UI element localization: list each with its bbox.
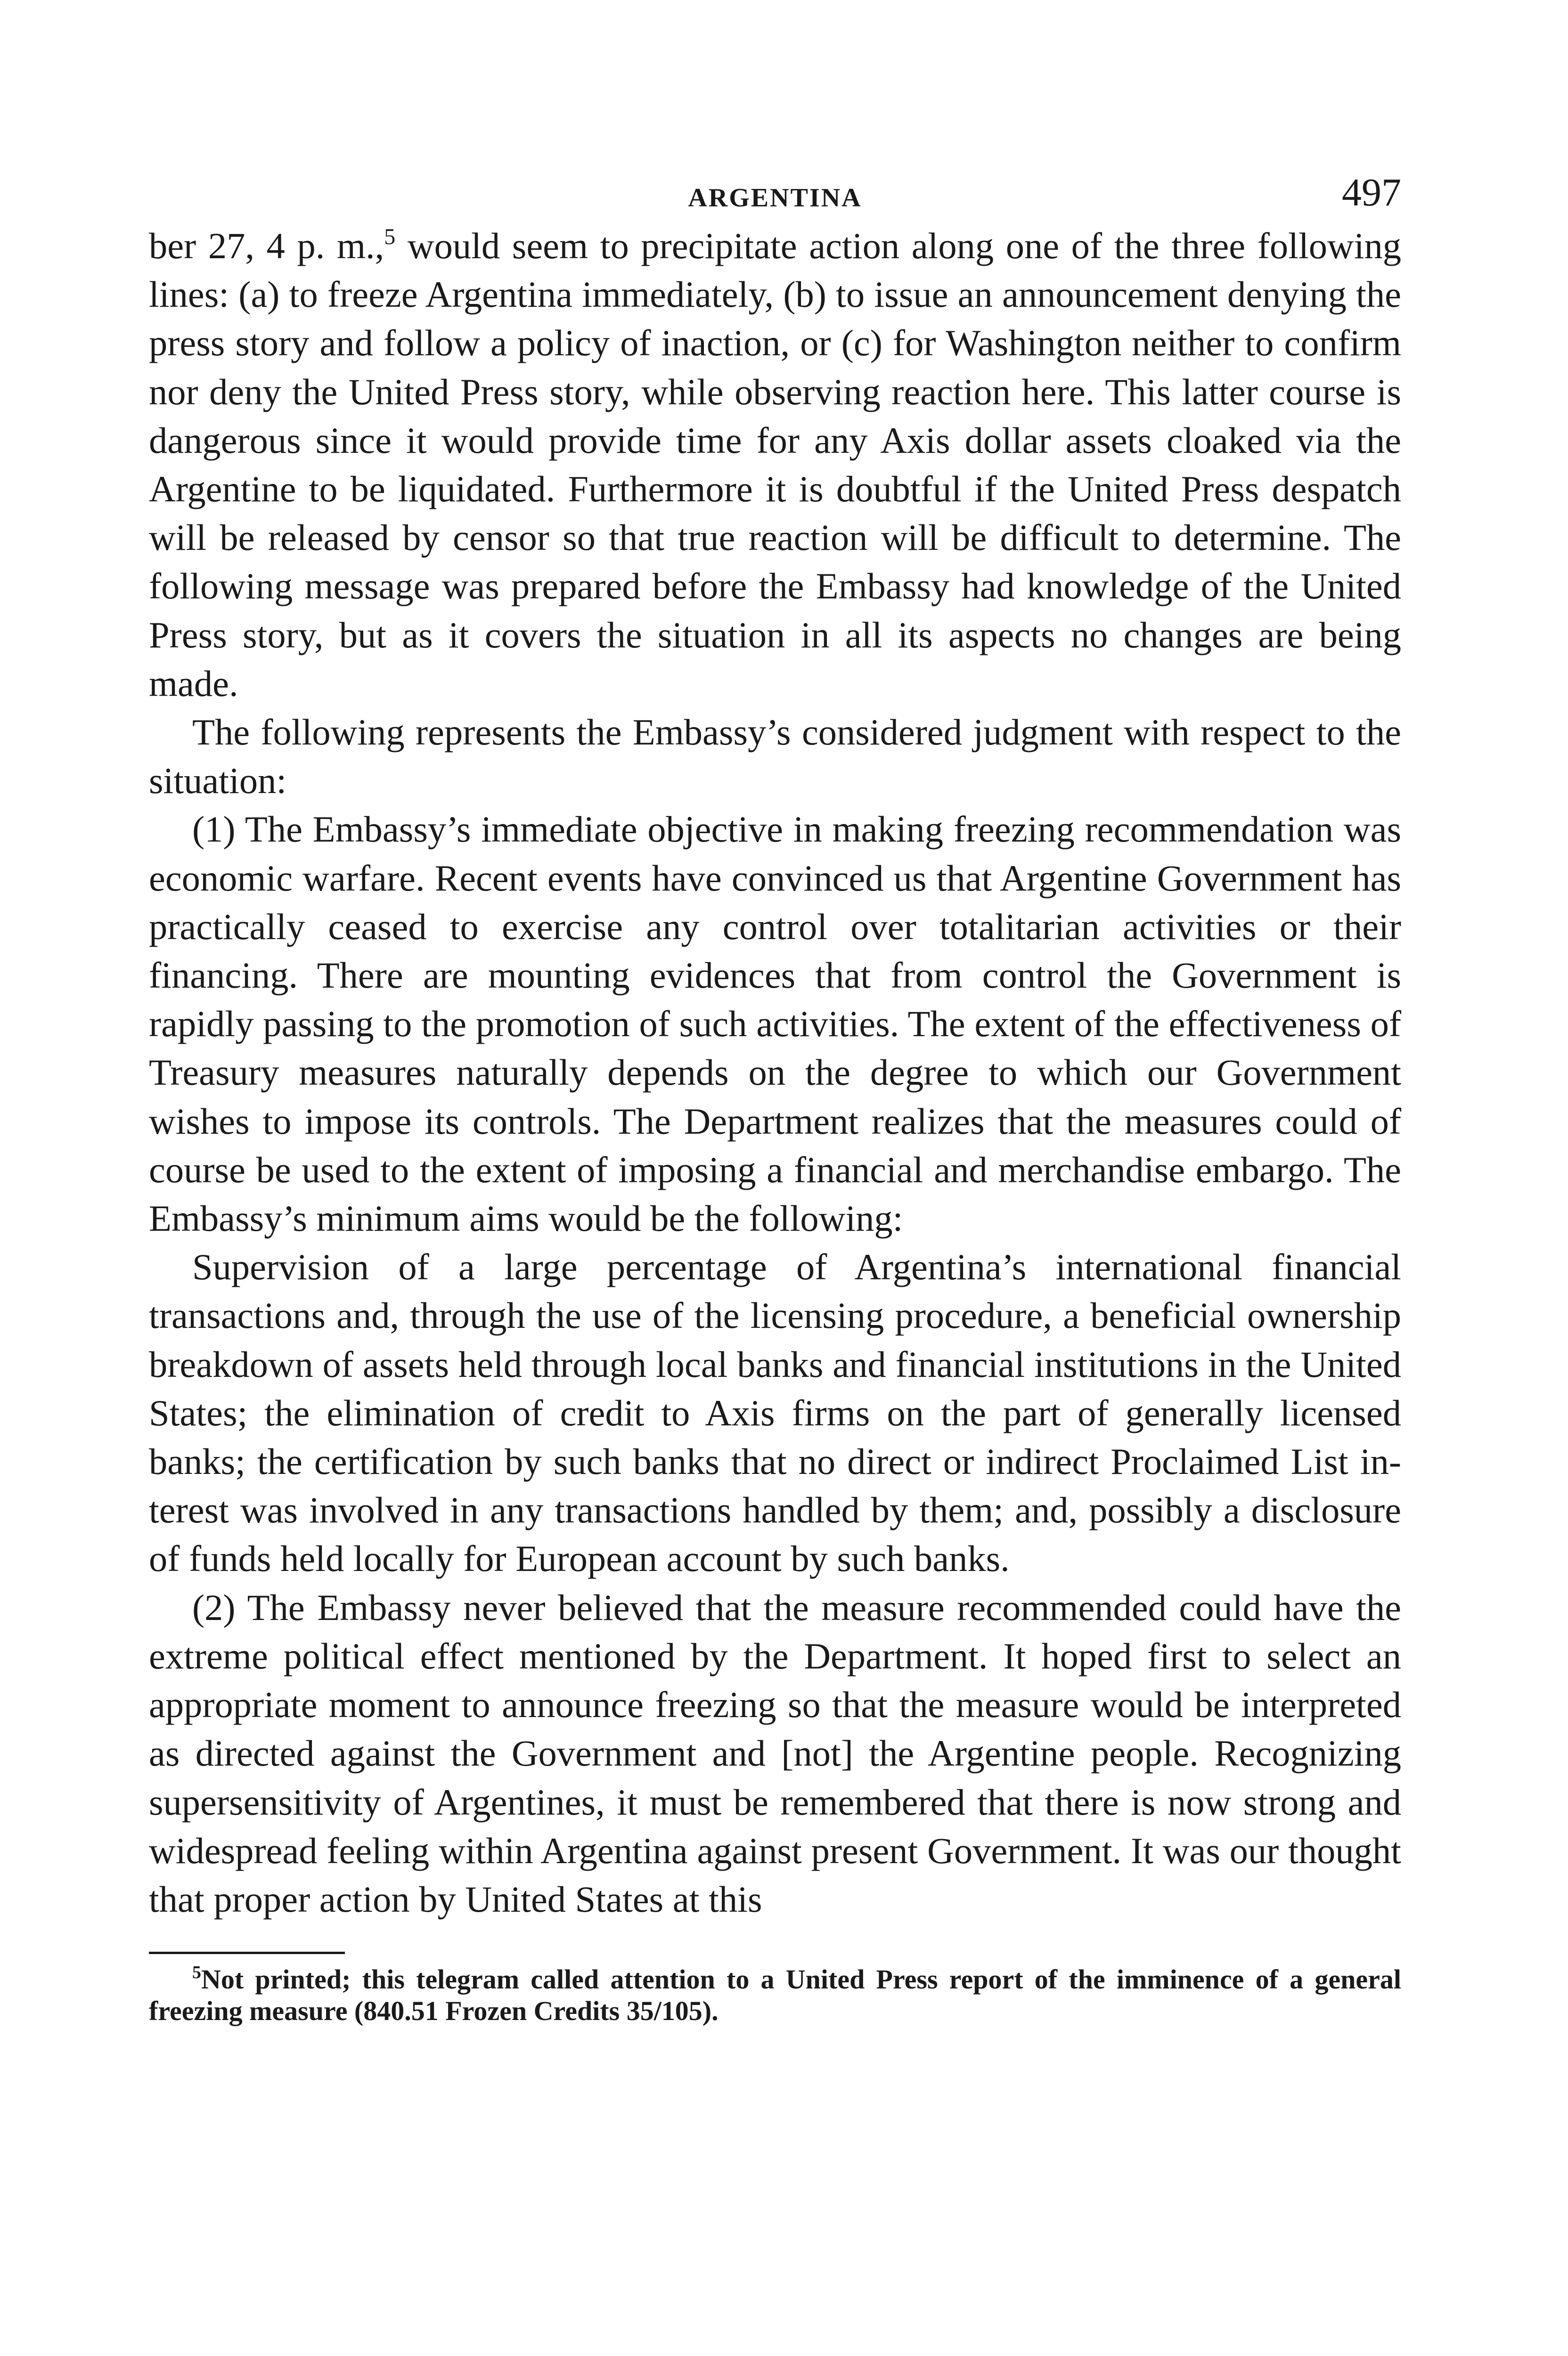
footnote-mark: 5 [192,1963,201,1983]
body-text [149,221,1401,1923]
footnote-reference: 5 [384,224,396,249]
page-number: 497 [1342,171,1401,214]
running-title: ARGENTINA [688,183,862,213]
footnote-text: Not printed; this telegram called attention to a United Press report of the imminence of a general freezing measure (840.51 Frozen Credits 35/105). [149,1964,1401,2027]
footnote-divider [149,1952,345,1954]
paragraph: (1) The Embassy’s immediate objective in making freezing recommendation was economic warfare. Recent events have convinced us that Argentine Government has practically ceased to exercise any control over totalitarian activities or their financing. There are mounting evidences that from control the Government is rapidly passing to the promotion of such activities. The extent of the effectiveness of Treasury measures naturally depends on the degree to which our Government wishes to impose its controls. The Department realizes that the measures could of course be used to the extent of imposing a financial and merchandise embargo. The Embassy’s minimum aims would be the following: [149,809,1401,1239]
paragraph: (2) The Embassy never believed that the measure recommended could have the extreme political effect mentioned by the Department. It hoped first to select an appropriate moment to announce freezing so that the measure would be interpreted as directed against the Government and [not] the Argentine people. Recognizing supersensitivity of Argentines, it must be remembered that there is now strong and widespread feeling within Argentina against present Government. It was our thought that proper action by United States at this [149,1587,1401,1920]
running-head [149,170,1401,221]
paragraph: The following represents the Embassy’s considered judgment with respect to the situation: [149,712,1401,802]
paragraph: Supervision of a large percentage of Argentina’s international financial transactions and, through the use of the licensing procedure, a beneficial ownership breakdown of assets held through local banks and financial institutions in the United States; the elimination of credit to Axis firms on the part of generally licensed banks; the certification by such banks that no direct or indirect Proclaimed List interest was involved in any transactions handled by them; and, possibly a disclosure of funds held locally for European account by such banks. [149,1246,1401,1579]
footnote [149,1963,1401,2027]
paragraph-text: would seem to precipitate action along one of the three following lines: (a) to freeze Argentina immediately, (b) to issue an announcement denying the press story and follow a policy of inaction, or (c) for Washington neither to confirm nor deny the United Press story, while observing reaction here. This latter course is dangerous since it would provide time for any Axis dollar assets cloaked via the Argentine to be liquidated. Furthermore it is doubtful if the United Press despatch will be released by censor so that true reaction will be difficult to determine. The following message was prepared before the Embassy had knowledge of the United Press story, but as it covers the situation in all its aspects no changes are being made. [149,225,1401,704]
document-page [149,170,1401,2027]
paragraph-text: ber 27, 4 p. m., [149,225,384,266]
paragraph-continued [149,221,1401,708]
